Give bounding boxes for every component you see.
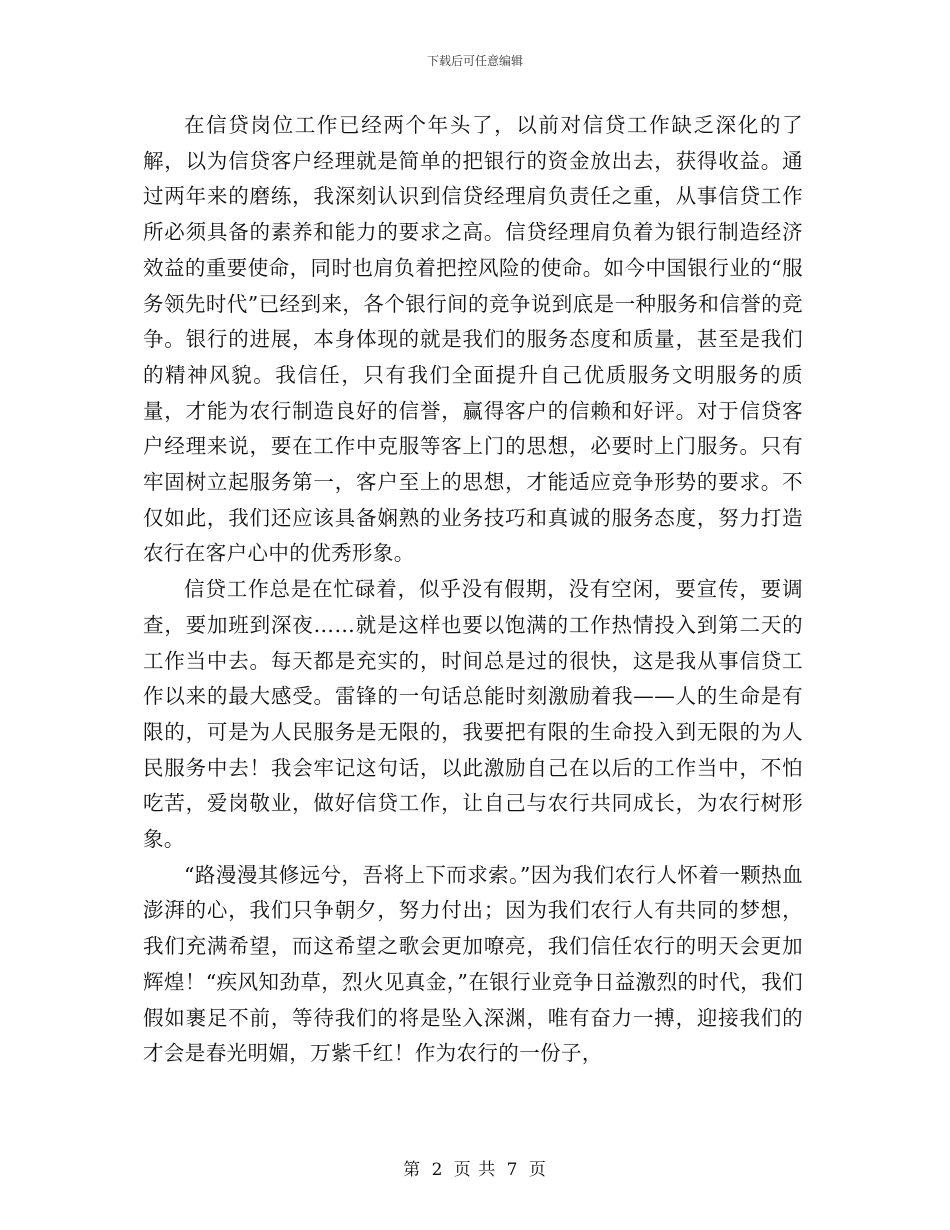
paragraph-2: 信贷工作总是在忙碌着，似乎没有假期，没有空闲，要宣传，要调查，要加班到深夜……就是这样也要以饱满的工作热情投入到第二天的工作当中去。每天都是充实的，时间总是过的很快，这是我从事信贷工作以来的最大感受。雷锋的一句话总能时刻激励着我——人的生命是有限的，可是为人民服务是无限的，我要把有限的生命投入到无限的为人民服务中去！我会牢记这句话，以此激励自己在以后的工作当中，不怕吃苦，爱岗敬业，做好信贷工作，让自己与农行共同成长，为农行树形象。 [143,577,803,852]
footer-prefix: 第 [403,1160,422,1180]
footer-middle: 页 共 [453,1160,497,1180]
document-body [143,108,803,1072]
page-footer [0,1155,950,1180]
page-header-note: 下载后可任意编辑 [426,54,523,68]
paragraph-3: “路漫漫其修远兮，吾将上下而求索。”因为我们农行人怀着一颗热血澎湃的心，我们只争朝夕，努力付出；因为我们农行人有共同的梦想，我们充满希望，而这希望之歌会更加嘹亮，我们信任农行的明天会更加辉煌！“疾风知劲草，烈火见真金，”在银行业竞争日益激烈的时代，我们假如裹足不前，等待我们的将是坠入深渊，唯有奋力一搏，迎接我们的才会是春光明媚，万紫千红！作为农行的一份子， [143,862,803,1066]
total-pages-number: 7 [506,1160,519,1180]
current-page-number: 2 [431,1160,444,1180]
footer-suffix: 页 [528,1160,547,1180]
paragraph-1: 在信贷岗位工作已经两个年头了，以前对信贷工作缺乏深化的了解，以为信贷客户经理就是简单的把银行的资金放出去，获得收益。通过两年来的磨练，我深刻认识到信贷经理肩负责任之重，从事信贷工作所必须具备的素养和能力的要求之高。信贷经理肩负着为银行制造经济效益的重要使命，同时也肩负着把控风险的使命。如今中国银行业的“服务领先时代”已经到来，各个银行间的竞争说到底是一种服务和信誉的竞争。银行的进展，本身体现的就是我们的服务态度和质量，甚至是我们的精神风貌。我信任，只有我们全面提升自己优质服务文明服务的质量，才能为农行制造良好的信誉，赢得客户的信赖和好评。对于信贷客户经理来说，要在工作中克服等客上门的思想，必要时上门服务。只有牢固树立起服务第一，客户至上的思想，才能适应竞争形势的要求。不仅如此，我们还应该具备娴熟的业务技巧和真诚的服务态度，努力打造农行在客户心中的优秀形象。 [143,113,803,566]
